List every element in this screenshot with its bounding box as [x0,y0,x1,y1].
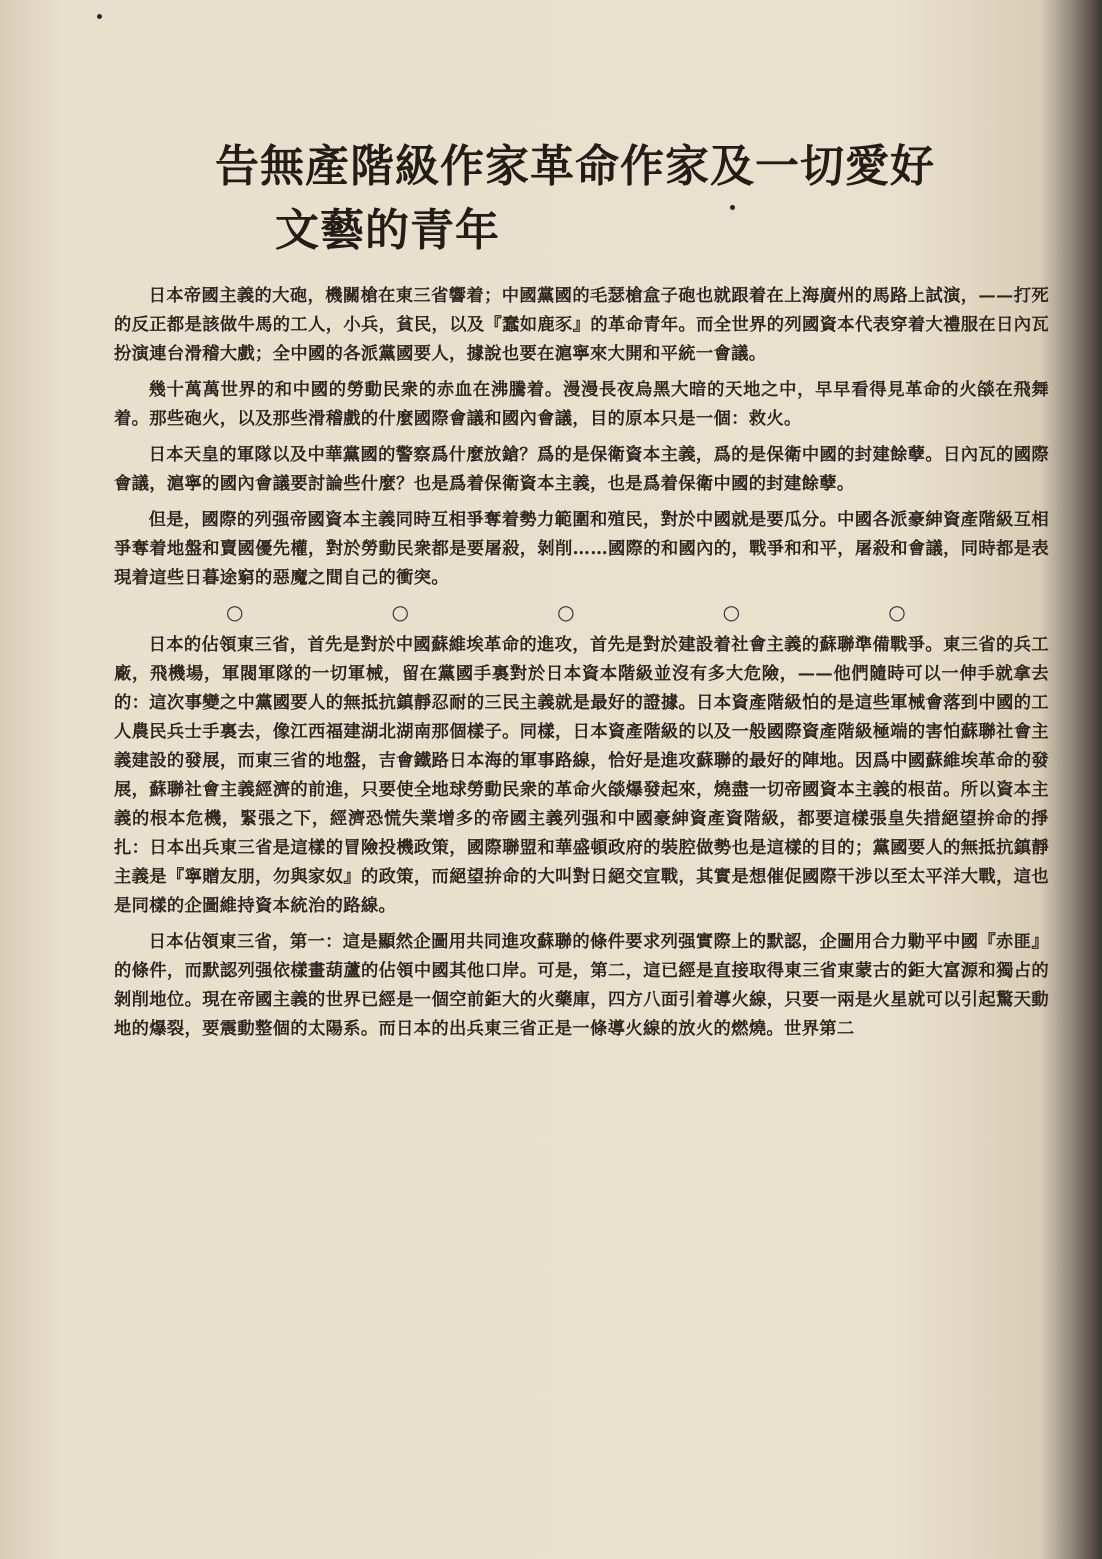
ink-speck [97,14,102,19]
paragraph: 但是，國際的列强帝國資本主義同時互相爭奪着勢力範圍和殖民，對於中國就是要瓜分。中國各派豪紳資產階級互相爭奪着地盤和賣國優先權，對於勞動民衆都是要屠殺，剝削……國際的和國內的，戰爭和和平，屠殺和會議，同時都是表現着這些日暮途窮的惡魔之間自己的衝突。 [114,510,1049,588]
separator-circle: ○ [557,600,575,624]
section-separator [226,599,906,625]
separator-circle: ○ [226,600,244,624]
paragraph: 日本的佔領東三省，首先是對於中國蘇維埃革命的進攻，首先是對於建設着社會主義的蘇聯準備戰爭。東三省的兵工廠，飛機場，軍閥軍隊的一切軍械，留在黨國手裏對於日本資本階級並沒有多大危險，——他們隨時可以一伸手就拿去的：這次事變之中黨國要人的無抵抗鎮靜忍耐的三民主義就是最好的證據。日本資產階級怕的是這些軍械會落到中國的工人農民兵士手裏去，像江西福建湖北湖南那個樣子。同樣，日本資產階級的以及一般國際資產階級極端的害怕蘇聯社會主義建設的發展，而東三省的地盤，吉會鐵路日本海的軍事路線，恰好是進攻蘇聯的最好的陣地。因爲中國蘇維埃革命的發展，蘇聯社會主義經濟的前進，只要使全地球勞動民衆的革命火燄爆發起來，燒盡一切帝國資本主義的根苗。所以資本主義的根本危機，緊張之下，經濟恐慌失業增多的帝國主義列强和中國豪紳資產資階級，都要這樣張皇失措絕望拚命的掙扎：日本出兵東三省是這樣的冒險投機政策，國際聯盟和華盛頓政府的裝腔做勢也是這樣的目的；黨國要人的無抵抗鎮靜主義是『寧贈友朋，勿與家奴』的政策，而絕望拚命的大叫對日絕交宣戰，其實是想催促國際干涉以至太平洋大戰，這也是同樣的企圖維持資本統治的路線。 [114,635,1049,916]
article-body [114,282,1049,1044]
article-title [215,135,975,263]
paragraph: 日本佔領東三省，第一：這是顯然企圖用共同進攻蘇聯的條件要求列强實際上的默認，企圖用合力勦平中國『赤匪』的條件，而默認列强依樣畫葫蘆的佔領中國其他口岸。可是，第二，這已經是直接取得東三省東蒙古的鉅大富源和獨占的剝削地位。現在帝國主義的世界已經是一個空前鉅大的火藥庫，四方八面引着導火線，只要一兩是火星就可以引起驚天動地的爆裂，要震動整個的太陽系。而日本的出兵東三省正是一條導火線的放火的燃燒。世界第二 [114,932,1049,1039]
separator-circle: ○ [722,600,741,624]
paragraph: 幾十萬萬世界的和中國的勞動民衆的赤血在沸騰着。漫漫長夜烏黑大暗的天地之中，早早看得見革命的火燄在飛舞着。那些砲火，以及那些滑稽戲的什麼國際會議和國內會議，目的原本只是一個：救火。 [114,380,1049,429]
paragraph: 日本天皇的軍隊以及中華黨國的警察爲什麼放鎗？爲的是保衛資本主義，爲的是保衛中國的封建餘孽。日內瓦的國際會議，滬寧的國內會議要討論些什麼？也是爲着保衛資本主義，也是爲着保衛中國的封建餘孽。 [114,445,1049,494]
separator-circle: ○ [888,600,906,624]
separator-circle: ○ [391,600,410,624]
title-line-1: 告無產階級作家革命作家及一切愛好 [215,141,935,192]
title-line-2: 文藝的青年 [275,205,500,256]
paragraph: 日本帝國主義的大砲，機關槍在東三省響着；中國黨國的毛瑟槍盒子砲也就跟着在上海廣州的馬路上試演，——打死的反正都是該做牛馬的工人，小兵，貧民，以及『蠢如鹿豕』的革命青年。而全世界的列國資本代表穿着大禮服在日內瓦扮演連台滑稽大戲；全中國的各派黨國要人，據說也要在滬寧來大開和平統一會議。 [114,286,1049,364]
